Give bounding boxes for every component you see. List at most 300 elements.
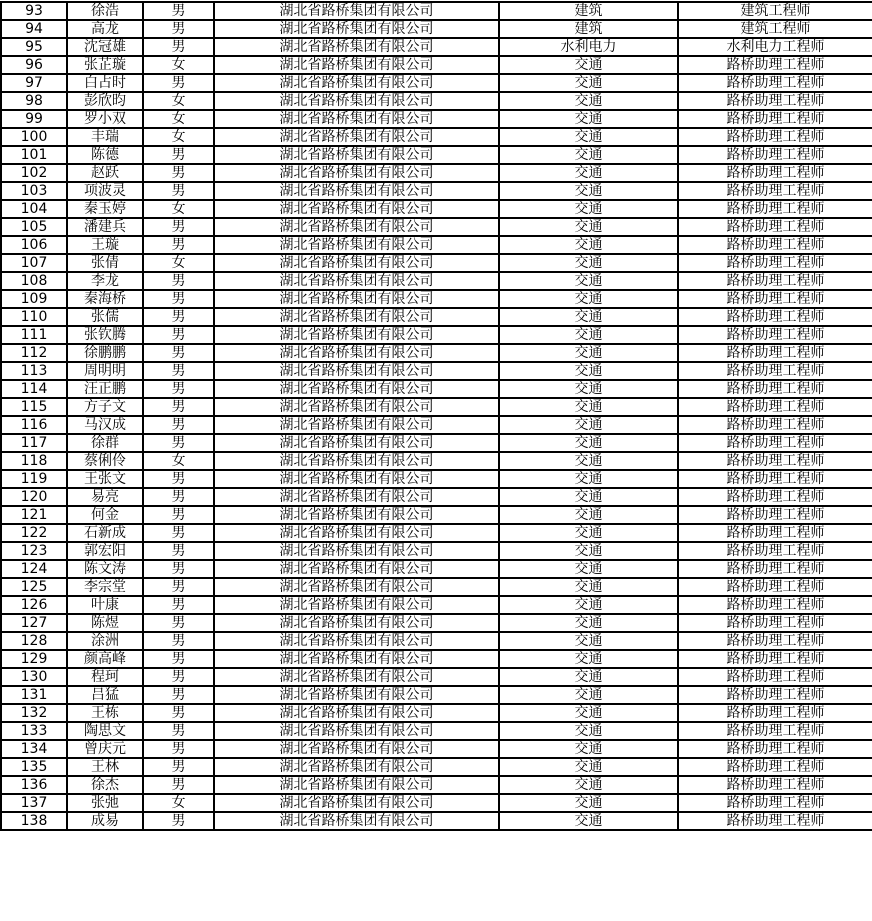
cell-field: 交通 <box>499 380 678 398</box>
cell-gender: 男 <box>143 290 214 308</box>
cell-field: 交通 <box>499 812 678 830</box>
table-row <box>1 416 872 434</box>
cell-index: 98 <box>1 92 67 110</box>
cell-title: 路桥助理工程师 <box>678 740 872 758</box>
cell-gender: 男 <box>143 344 214 362</box>
cell-index: 94 <box>1 20 67 38</box>
table-row <box>1 704 872 722</box>
cell-gender: 女 <box>143 452 214 470</box>
table-row <box>1 470 872 488</box>
cell-company: 湖北省路桥集团有限公司 <box>214 812 499 830</box>
cell-field: 交通 <box>499 74 678 92</box>
cell-index: 93 <box>1 2 67 20</box>
cell-title: 路桥助理工程师 <box>678 200 872 218</box>
cell-title: 路桥助理工程师 <box>678 218 872 236</box>
cell-company: 湖北省路桥集团有限公司 <box>214 218 499 236</box>
cell-gender: 男 <box>143 506 214 524</box>
cell-gender: 男 <box>143 632 214 650</box>
cell-name: 秦海桥 <box>67 290 143 308</box>
cell-company: 湖北省路桥集团有限公司 <box>214 164 499 182</box>
table-row <box>1 578 872 596</box>
cell-name: 曾庆元 <box>67 740 143 758</box>
cell-gender: 女 <box>143 92 214 110</box>
table-row <box>1 776 872 794</box>
cell-title: 路桥助理工程师 <box>678 542 872 560</box>
cell-title: 路桥助理工程师 <box>678 506 872 524</box>
cell-name: 王张文 <box>67 470 143 488</box>
cell-name: 程珂 <box>67 668 143 686</box>
table-row <box>1 452 872 470</box>
cell-field: 交通 <box>499 164 678 182</box>
table-row <box>1 56 872 74</box>
cell-company: 湖北省路桥集团有限公司 <box>214 182 499 200</box>
table-row <box>1 326 872 344</box>
cell-index: 127 <box>1 614 67 632</box>
table-row <box>1 164 872 182</box>
cell-field: 交通 <box>499 506 678 524</box>
cell-name: 张儒 <box>67 308 143 326</box>
cell-title: 路桥助理工程师 <box>678 92 872 110</box>
cell-title: 路桥助理工程师 <box>678 560 872 578</box>
cell-name: 叶康 <box>67 596 143 614</box>
table-row <box>1 200 872 218</box>
cell-title: 路桥助理工程师 <box>678 398 872 416</box>
cell-field: 交通 <box>499 398 678 416</box>
cell-index: 100 <box>1 128 67 146</box>
cell-name: 沈冠雄 <box>67 38 143 56</box>
cell-company: 湖北省路桥集团有限公司 <box>214 254 499 272</box>
table-row <box>1 686 872 704</box>
table-row <box>1 632 872 650</box>
cell-company: 湖北省路桥集团有限公司 <box>214 56 499 74</box>
cell-name: 徐群 <box>67 434 143 452</box>
cell-field: 交通 <box>499 146 678 164</box>
cell-title: 路桥助理工程师 <box>678 488 872 506</box>
table-row <box>1 434 872 452</box>
cell-title: 路桥助理工程师 <box>678 776 872 794</box>
cell-name: 张弛 <box>67 794 143 812</box>
cell-company: 湖北省路桥集团有限公司 <box>214 128 499 146</box>
table-row <box>1 146 872 164</box>
cell-gender: 男 <box>143 236 214 254</box>
cell-field: 交通 <box>499 290 678 308</box>
table-row <box>1 596 872 614</box>
cell-gender: 男 <box>143 740 214 758</box>
cell-company: 湖北省路桥集团有限公司 <box>214 272 499 290</box>
table-row <box>1 614 872 632</box>
table-row <box>1 110 872 128</box>
table-row <box>1 560 872 578</box>
cell-title: 路桥助理工程师 <box>678 74 872 92</box>
cell-name: 彭欣昀 <box>67 92 143 110</box>
cell-name: 涂洲 <box>67 632 143 650</box>
cell-field: 交通 <box>499 722 678 740</box>
cell-index: 131 <box>1 686 67 704</box>
table-row <box>1 650 872 668</box>
cell-gender: 男 <box>143 812 214 830</box>
cell-index: 103 <box>1 182 67 200</box>
cell-index: 107 <box>1 254 67 272</box>
cell-company: 湖北省路桥集团有限公司 <box>214 686 499 704</box>
cell-name: 陈煜 <box>67 614 143 632</box>
cell-index: 114 <box>1 380 67 398</box>
cell-gender: 男 <box>143 776 214 794</box>
personnel-roster-table <box>0 1 872 831</box>
cell-index: 121 <box>1 506 67 524</box>
cell-company: 湖北省路桥集团有限公司 <box>214 92 499 110</box>
cell-name: 张芷璇 <box>67 56 143 74</box>
cell-gender: 男 <box>143 416 214 434</box>
cell-name: 汪正鹏 <box>67 380 143 398</box>
cell-gender: 男 <box>143 20 214 38</box>
cell-company: 湖北省路桥集团有限公司 <box>214 470 499 488</box>
cell-company: 湖北省路桥集团有限公司 <box>214 578 499 596</box>
cell-index: 135 <box>1 758 67 776</box>
cell-index: 104 <box>1 200 67 218</box>
cell-name: 徐杰 <box>67 776 143 794</box>
cell-index: 101 <box>1 146 67 164</box>
table-row <box>1 542 872 560</box>
cell-field: 交通 <box>499 794 678 812</box>
cell-name: 易亮 <box>67 488 143 506</box>
cell-field: 交通 <box>499 596 678 614</box>
cell-field: 交通 <box>499 308 678 326</box>
cell-title: 路桥助理工程师 <box>678 344 872 362</box>
table-row <box>1 794 872 812</box>
cell-title: 路桥助理工程师 <box>678 812 872 830</box>
cell-index: 132 <box>1 704 67 722</box>
cell-title: 路桥助理工程师 <box>678 164 872 182</box>
cell-index: 96 <box>1 56 67 74</box>
cell-company: 湖北省路桥集团有限公司 <box>214 452 499 470</box>
table-row <box>1 362 872 380</box>
table-row <box>1 308 872 326</box>
cell-name: 高龙 <box>67 20 143 38</box>
cell-field: 交通 <box>499 632 678 650</box>
cell-company: 湖北省路桥集团有限公司 <box>214 38 499 56</box>
cell-index: 105 <box>1 218 67 236</box>
cell-field: 交通 <box>499 200 678 218</box>
cell-field: 交通 <box>499 434 678 452</box>
table-row <box>1 92 872 110</box>
cell-title: 路桥助理工程师 <box>678 308 872 326</box>
cell-title: 路桥助理工程师 <box>678 452 872 470</box>
cell-company: 湖北省路桥集团有限公司 <box>214 236 499 254</box>
cell-field: 交通 <box>499 254 678 272</box>
table-row <box>1 128 872 146</box>
cell-company: 湖北省路桥集团有限公司 <box>214 488 499 506</box>
cell-title: 路桥助理工程师 <box>678 182 872 200</box>
cell-title: 路桥助理工程师 <box>678 470 872 488</box>
cell-company: 湖北省路桥集团有限公司 <box>214 110 499 128</box>
cell-index: 112 <box>1 344 67 362</box>
table-row <box>1 74 872 92</box>
cell-field: 交通 <box>499 704 678 722</box>
cell-company: 湖北省路桥集团有限公司 <box>214 434 499 452</box>
cell-field: 交通 <box>499 272 678 290</box>
table-row <box>1 668 872 686</box>
cell-gender: 男 <box>143 758 214 776</box>
cell-gender: 男 <box>143 398 214 416</box>
table-row <box>1 488 872 506</box>
cell-field: 交通 <box>499 668 678 686</box>
table-row <box>1 722 872 740</box>
cell-company: 湖北省路桥集团有限公司 <box>214 794 499 812</box>
cell-gender: 男 <box>143 182 214 200</box>
cell-field: 交通 <box>499 560 678 578</box>
table-row <box>1 506 872 524</box>
cell-name: 郭宏阳 <box>67 542 143 560</box>
cell-name: 李龙 <box>67 272 143 290</box>
cell-company: 湖北省路桥集团有限公司 <box>214 704 499 722</box>
cell-index: 108 <box>1 272 67 290</box>
cell-gender: 男 <box>143 326 214 344</box>
cell-title: 路桥助理工程师 <box>678 632 872 650</box>
cell-name: 赵跃 <box>67 164 143 182</box>
cell-index: 111 <box>1 326 67 344</box>
roster-table-body <box>1 2 872 830</box>
cell-gender: 男 <box>143 722 214 740</box>
cell-index: 99 <box>1 110 67 128</box>
cell-field: 交通 <box>499 740 678 758</box>
table-row <box>1 20 872 38</box>
cell-name: 蔡俐伶 <box>67 452 143 470</box>
cell-field: 交通 <box>499 326 678 344</box>
cell-gender: 男 <box>143 380 214 398</box>
cell-gender: 女 <box>143 128 214 146</box>
cell-field: 交通 <box>499 650 678 668</box>
cell-name: 张钦腾 <box>67 326 143 344</box>
cell-gender: 女 <box>143 110 214 128</box>
table-row <box>1 758 872 776</box>
cell-name: 陈德 <box>67 146 143 164</box>
cell-gender: 男 <box>143 650 214 668</box>
cell-name: 李宗堂 <box>67 578 143 596</box>
cell-company: 湖北省路桥集团有限公司 <box>214 632 499 650</box>
cell-gender: 男 <box>143 596 214 614</box>
table-row <box>1 38 872 56</box>
cell-index: 110 <box>1 308 67 326</box>
cell-company: 湖北省路桥集团有限公司 <box>214 740 499 758</box>
cell-gender: 男 <box>143 542 214 560</box>
cell-title: 路桥助理工程师 <box>678 434 872 452</box>
cell-title: 路桥助理工程师 <box>678 758 872 776</box>
cell-gender: 男 <box>143 686 214 704</box>
cell-index: 133 <box>1 722 67 740</box>
cell-gender: 女 <box>143 56 214 74</box>
cell-name: 秦玉婷 <box>67 200 143 218</box>
cell-gender: 女 <box>143 200 214 218</box>
cell-field: 交通 <box>499 362 678 380</box>
cell-gender: 男 <box>143 560 214 578</box>
cell-title: 路桥助理工程师 <box>678 56 872 74</box>
cell-field: 水利电力 <box>499 38 678 56</box>
cell-gender: 男 <box>143 488 214 506</box>
cell-name: 方子文 <box>67 398 143 416</box>
cell-field: 交通 <box>499 56 678 74</box>
cell-title: 路桥助理工程师 <box>678 272 872 290</box>
cell-index: 136 <box>1 776 67 794</box>
cell-name: 丰瑞 <box>67 128 143 146</box>
cell-gender: 男 <box>143 146 214 164</box>
table-row <box>1 272 872 290</box>
cell-index: 120 <box>1 488 67 506</box>
table-row <box>1 2 872 20</box>
cell-index: 123 <box>1 542 67 560</box>
cell-company: 湖北省路桥集团有限公司 <box>214 722 499 740</box>
cell-company: 湖北省路桥集团有限公司 <box>214 560 499 578</box>
cell-name: 何金 <box>67 506 143 524</box>
cell-name: 王栋 <box>67 704 143 722</box>
cell-index: 102 <box>1 164 67 182</box>
cell-field: 交通 <box>499 686 678 704</box>
cell-index: 128 <box>1 632 67 650</box>
cell-name: 潘建兵 <box>67 218 143 236</box>
table-row <box>1 344 872 362</box>
cell-gender: 女 <box>143 254 214 272</box>
cell-company: 湖北省路桥集团有限公司 <box>214 362 499 380</box>
cell-title: 路桥助理工程师 <box>678 686 872 704</box>
cell-field: 交通 <box>499 578 678 596</box>
cell-title: 路桥助理工程师 <box>678 362 872 380</box>
cell-gender: 男 <box>143 74 214 92</box>
cell-field: 交通 <box>499 452 678 470</box>
cell-company: 湖北省路桥集团有限公司 <box>214 344 499 362</box>
cell-index: 119 <box>1 470 67 488</box>
cell-title: 路桥助理工程师 <box>678 596 872 614</box>
cell-title: 建筑工程师 <box>678 20 872 38</box>
cell-index: 118 <box>1 452 67 470</box>
cell-gender: 男 <box>143 614 214 632</box>
cell-gender: 男 <box>143 362 214 380</box>
cell-gender: 男 <box>143 470 214 488</box>
cell-gender: 男 <box>143 668 214 686</box>
cell-name: 马汉成 <box>67 416 143 434</box>
cell-company: 湖北省路桥集团有限公司 <box>214 398 499 416</box>
cell-index: 116 <box>1 416 67 434</box>
cell-field: 交通 <box>499 344 678 362</box>
cell-company: 湖北省路桥集团有限公司 <box>214 20 499 38</box>
cell-index: 95 <box>1 38 67 56</box>
cell-field: 交通 <box>499 758 678 776</box>
cell-title: 路桥助理工程师 <box>678 254 872 272</box>
cell-company: 湖北省路桥集团有限公司 <box>214 146 499 164</box>
cell-gender: 女 <box>143 794 214 812</box>
cell-title: 路桥助理工程师 <box>678 128 872 146</box>
cell-name: 项波灵 <box>67 182 143 200</box>
cell-name: 张倩 <box>67 254 143 272</box>
cell-index: 130 <box>1 668 67 686</box>
cell-gender: 男 <box>143 578 214 596</box>
cell-index: 97 <box>1 74 67 92</box>
cell-field: 交通 <box>499 614 678 632</box>
cell-company: 湖北省路桥集团有限公司 <box>214 524 499 542</box>
table-row <box>1 236 872 254</box>
cell-field: 交通 <box>499 776 678 794</box>
cell-title: 路桥助理工程师 <box>678 704 872 722</box>
cell-field: 交通 <box>499 236 678 254</box>
cell-title: 路桥助理工程师 <box>678 416 872 434</box>
cell-index: 138 <box>1 812 67 830</box>
cell-title: 路桥助理工程师 <box>678 614 872 632</box>
cell-field: 交通 <box>499 542 678 560</box>
cell-title: 路桥助理工程师 <box>678 110 872 128</box>
cell-company: 湖北省路桥集团有限公司 <box>214 668 499 686</box>
cell-company: 湖北省路桥集团有限公司 <box>214 614 499 632</box>
cell-company: 湖北省路桥集团有限公司 <box>214 596 499 614</box>
cell-company: 湖北省路桥集团有限公司 <box>214 2 499 20</box>
table-row <box>1 398 872 416</box>
cell-gender: 男 <box>143 434 214 452</box>
cell-name: 白占时 <box>67 74 143 92</box>
cell-index: 117 <box>1 434 67 452</box>
cell-name: 陈文涛 <box>67 560 143 578</box>
cell-name: 颜高峰 <box>67 650 143 668</box>
cell-name: 王璇 <box>67 236 143 254</box>
cell-title: 路桥助理工程师 <box>678 668 872 686</box>
cell-gender: 男 <box>143 524 214 542</box>
cell-index: 122 <box>1 524 67 542</box>
cell-gender: 男 <box>143 38 214 56</box>
cell-gender: 男 <box>143 308 214 326</box>
table-row <box>1 218 872 236</box>
cell-name: 周明明 <box>67 362 143 380</box>
table-row <box>1 812 872 830</box>
cell-title: 建筑工程师 <box>678 2 872 20</box>
cell-name: 吕猛 <box>67 686 143 704</box>
cell-index: 115 <box>1 398 67 416</box>
cell-field: 建筑 <box>499 20 678 38</box>
cell-index: 124 <box>1 560 67 578</box>
cell-name: 王林 <box>67 758 143 776</box>
cell-gender: 男 <box>143 2 214 20</box>
cell-gender: 男 <box>143 272 214 290</box>
cell-field: 交通 <box>499 110 678 128</box>
cell-field: 交通 <box>499 128 678 146</box>
cell-field: 交通 <box>499 182 678 200</box>
cell-title: 路桥助理工程师 <box>678 290 872 308</box>
cell-index: 106 <box>1 236 67 254</box>
table-row <box>1 740 872 758</box>
cell-company: 湖北省路桥集团有限公司 <box>214 326 499 344</box>
cell-company: 湖北省路桥集团有限公司 <box>214 308 499 326</box>
cell-company: 湖北省路桥集团有限公司 <box>214 542 499 560</box>
cell-title: 路桥助理工程师 <box>678 524 872 542</box>
cell-title: 水利电力工程师 <box>678 38 872 56</box>
cell-company: 湖北省路桥集团有限公司 <box>214 650 499 668</box>
cell-title: 路桥助理工程师 <box>678 794 872 812</box>
cell-index: 134 <box>1 740 67 758</box>
cell-title: 路桥助理工程师 <box>678 146 872 164</box>
cell-name: 罗小双 <box>67 110 143 128</box>
cell-field: 交通 <box>499 92 678 110</box>
cell-index: 129 <box>1 650 67 668</box>
table-row <box>1 380 872 398</box>
table-row <box>1 182 872 200</box>
cell-company: 湖北省路桥集团有限公司 <box>214 758 499 776</box>
cell-name: 石新成 <box>67 524 143 542</box>
table-row <box>1 524 872 542</box>
cell-name: 成易 <box>67 812 143 830</box>
cell-name: 徐浩 <box>67 2 143 20</box>
cell-field: 交通 <box>499 488 678 506</box>
cell-index: 125 <box>1 578 67 596</box>
cell-index: 113 <box>1 362 67 380</box>
cell-company: 湖北省路桥集团有限公司 <box>214 290 499 308</box>
cell-index: 126 <box>1 596 67 614</box>
cell-index: 137 <box>1 794 67 812</box>
cell-name: 徐鹏鹏 <box>67 344 143 362</box>
